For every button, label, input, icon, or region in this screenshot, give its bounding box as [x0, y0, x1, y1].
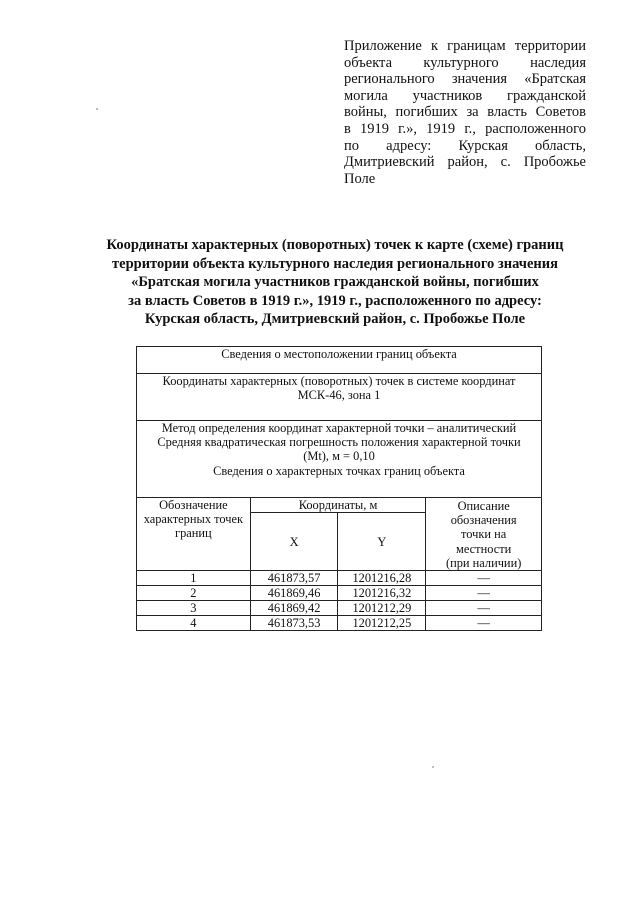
- coordinate-system-line: МСК-46, зона 1: [297, 388, 381, 403]
- header-line: границ: [175, 526, 212, 541]
- method-row: [137, 421, 542, 498]
- point-cell: 2: [137, 586, 251, 601]
- x-header: X: [250, 513, 338, 571]
- heading-line: за власть Советов в 1919 г.», 1919 г., расположенного по адресу:: [128, 292, 542, 309]
- scan-speck: [432, 766, 434, 768]
- header-line: характерных точек: [143, 512, 244, 527]
- table-row: [137, 571, 542, 586]
- heading-line: Координаты характерных (поворотных) точек к карте (схеме) границ: [106, 237, 564, 253]
- y-cell: 1201216,28: [338, 571, 426, 586]
- table-row: [137, 616, 542, 631]
- appendix-line: Дмитриевский район, с. Пробожье: [344, 154, 586, 171]
- appendix-line: регионального значения «Братская: [344, 71, 586, 88]
- appendix-line: объекта культурного наследия: [344, 54, 586, 71]
- coordinate-system-row: [137, 374, 542, 421]
- description-cell: —: [426, 586, 542, 601]
- header-line: обозначения: [450, 513, 517, 528]
- info-row: [137, 347, 542, 374]
- point-label-header: [137, 498, 251, 571]
- appendix-line: Поле: [344, 170, 376, 187]
- appendix-line: войны, погибших за власть Советов: [344, 104, 586, 121]
- method-line: Метод определения координат характерной точки – аналитический: [161, 421, 517, 435]
- appendix-line: Приложение к границам территории: [344, 38, 586, 54]
- heading-line: «Братская могила участников гражданской войны, погибших: [131, 274, 539, 291]
- header-line: (при наличии): [445, 555, 522, 570]
- appendix-line: по адресу: Курская область,: [344, 137, 586, 154]
- description-cell: —: [426, 601, 542, 616]
- appendix-note: [344, 38, 586, 187]
- description-header: [426, 498, 542, 571]
- header-line: точки на: [461, 527, 507, 542]
- scan-speck: [96, 108, 98, 110]
- x-cell: 461869,46: [250, 586, 338, 601]
- x-cell: 461869,42: [250, 601, 338, 616]
- y-cell: 1201216,32: [338, 586, 426, 601]
- accuracy-value-line: (Mt), м = 0,10: [303, 449, 375, 464]
- table-row: [137, 601, 542, 616]
- point-cell: 1: [137, 571, 251, 586]
- points-info-line: Сведения о характерных точках границ объекта: [213, 463, 465, 478]
- header-line: Описание: [457, 499, 510, 513]
- x-cell: 461873,57: [250, 571, 338, 586]
- header-row: [137, 498, 542, 513]
- coordinate-system-line: Координаты характерных (поворотных) точек в системе координат: [162, 374, 516, 388]
- x-cell: 461873,53: [250, 616, 338, 631]
- method-cell: [137, 421, 542, 498]
- header-line: местности: [456, 541, 512, 556]
- info-title-cell: Сведения о местоположении границ объекта: [137, 347, 542, 374]
- appendix-line: могила участников гражданской: [344, 87, 586, 104]
- coordinates-header: Координаты, м: [250, 498, 426, 513]
- coordinates-table: [136, 346, 542, 631]
- accuracy-line: Средняя квадратическая погрешность положения характерной точки: [157, 435, 521, 450]
- document-heading: [80, 236, 590, 329]
- y-cell: 1201212,29: [338, 601, 426, 616]
- appendix-line: в 1919 г.», 1919 г., расположенного: [344, 120, 586, 137]
- point-cell: 4: [137, 616, 251, 631]
- header-line: Обозначение: [159, 498, 228, 512]
- y-cell: 1201212,25: [338, 616, 426, 631]
- heading-line: Курская область, Дмитриевский район, с. Пробожье Поле: [144, 311, 526, 328]
- description-cell: —: [426, 571, 542, 586]
- point-cell: 3: [137, 601, 251, 616]
- coordinate-system-cell: [137, 374, 542, 421]
- y-header: Y: [338, 513, 426, 571]
- table-row: [137, 586, 542, 601]
- heading-line: территории объекта культурного наследия регионального значения: [112, 255, 558, 272]
- description-cell: —: [426, 616, 542, 631]
